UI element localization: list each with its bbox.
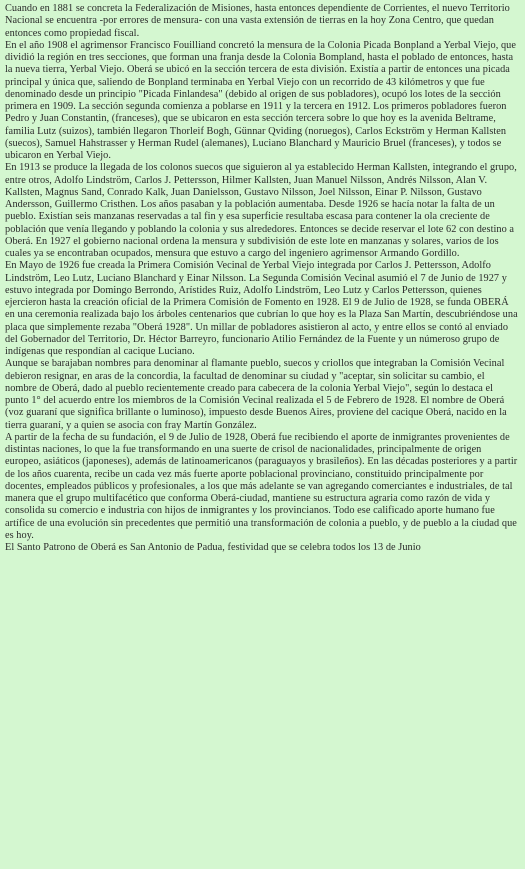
paragraph-survey-1908: En el año 1908 el agrimensor Francisco Fouilliand concretó la mensura de la Colonia Picada Bonpland a Yerbal Viejo, que dividió la región en tres secciones, que forman una franja desde la Colonia Bompland, hasta el poblado de entonces, hasta la nueva tierra, Yerbal Viejo. Oberá se ubicó en la sección tercera de esta división. Existía a partir de entonces una picada principal y única que, saliendo de Bonpland terminaba en Yerbal Viejo con un recorrido de 43 kilómetros y que fue denominado desde un principio "Picada Finlandesa" (debido al origen de sus pobladores), ocupó los lotes de la sección primera en 1909. La sección segunda comienza a poblarse en 1911 y la tercera en 1912. Los primeros pobladores fueron Pedro y Juan Constantin, (franceses), que se ubicaron en esta sección tercera sobre lo que hoy es la avenida Beltrame, familia Lutz (suizos), también llegaron Thorleif Bogh, Günnar Qviding (noruegos), Carlos Eckström y Herman Kallsten (suecos), Samuel Hahstrasser y Herman Rudel (alemanes), Luciano Blanchard y Mauricio Bruel (franceses), y todos se ubicaron en Yerbal Viejo. <box>5 39 516 161</box>
paragraph-town-name: Aunque se barajaban nombres para denominar al flamante pueblo, suecos y criollos que integraban la Comisión Vecinal debieron resignar, en aras de la concordia, la facultad de denominar su ciudad y "aceptar, sin solicitar su cambio, el nombre de Oberá, dado al pueblo recientemente creado para cabecera de la colonia Yerbal Viejo", según lo destaca el punto 1° del acuerdo entre los miembros de la Comisión Vecinal realizada el 5 de Febrero de 1928. El nombre de Oberá (voz guaraní que significa brillante o luminoso), impuesto desde Buenos Aires, proviene del cacique Oberá, nacido en la tierra guaraní, y a quien se asocia con fray Martín González. <box>5 358 507 431</box>
paragraph-federalization: Cuando en 1881 se concreta la Federalización de Misiones, hasta entonces dependiente de Corrientes, el nuevo Territorio Nacional se encuentra -por errores de mensura- con una vasta extensión de tierras en la hoy Zona Centro, que quedan entonces como propiedad fiscal. <box>5 3 510 39</box>
paragraph-immigration: A partir de la fecha de su fundación, el 9 de Julio de 1928, Oberá fue recibiendo el aporte de inmigrantes provenientes de distintas naciones, lo que la fue transformando en una suerte de crisol de nacionalidades, principalmente de origen europeo, asiáticos (japoneses), además de latinoamericanos (paraguayos y brasileños). En las décadas posteriores y a partir de los años cuarenta, recibe un cada vez más fuerte aporte poblacional provinciano, constituido principalmente por docentes, empleados públicos y profesionales, a los que más adelante se van agregando comerciantes e industriales, de tal manera que el grupo multifacético que conforma Oberá-ciudad, mantiene su estructura agraria como razón de vida y consolida su comercio e industria con hijos de inmigrantes y los provincianos. Todo ese calificado aporte humano fue artífice de una evolución sin precedentes que permitió una transformación de colonia a pueblo, y de pueblo a la ciudad que es hoy. <box>5 431 518 541</box>
paragraph-patron-saint: El Santo Patrono de Oberá es San Antonio de Padua, festividad que se celebra todos los 13 de Junio <box>5 542 421 553</box>
paragraph-swedish-colonists-1913: En 1913 se produce la llegada de los colonos suecos que siguieron al ya establecido Herman Kallsten, integrando el grupo, entre otros, Adolfo Lindström, Carlos J. Pettersson, Hilmer Kallsten, Juan Manuel Nilsson, Andrés Nilsson, Alan V. Kallsten, Magnus Sand, Conrado Kalk, Juan Danielsson, Gustavo Nilsson, Joel Nilsson, Einar P. Nilsson, Gustavo Andersson, Guillermo Cristhen. Los años pasaban y la población aumentaba. Desde 1926 se hacía notar la falta de un pueblo. Existían seis manzanas reservadas a tal fin y esa superficie resultaba escasa para contener la ola creciente de población que venía llegando y poblando la colonia y sus alrededores. Entonces se decide reservar el lote 62 con destino a Oberá. En 1927 el gobierno nacional ordena la mensura y subdivisión de este lote en manzanas y solares, varios de los cuales ya se encontraban ocupados, mensura que estuvo a cargo del ingeniero agrimensor Armando Gordillo. <box>5 162 517 259</box>
paragraph-neighborhood-commission: En Mayo de 1926 fue creada la Primera Comisión Vecinal de Yerbal Viejo integrada por Carlos J. Pettersson, Adolfo Lindström, Leo Lutz, Luciano Blanchard y Einar Nilsson. La Segunda Comisión Vecinal asumió el 7 de Junio de 1927 y estuvo integrada por Domingo Berrondo, Arístides Ruiz, Adolfo Lindström, Leo Lutz y Carlos Pettersson, quienes ejercieron hasta la creación oficial de la Primera Comisión de Fomento en 1928. El 9 de Julio de 1928, se funda OBERÁ en una ceremonia realizada bajo los árboles centenarios que cubrían lo que hoy es la Plaza San Martín, descubriéndose una placa que simplemente rezaba "Oberá 1928". Un millar de pobladores asistieron al acto, y entre ellos se contó al enviado del Gobernador del Territorio, Dr. Héctor Barreyro, funcionario Atilio Fernández de la Fuente y un númeroso grupo de indígenas que respondían al cacique Luciano. <box>5 260 518 357</box>
